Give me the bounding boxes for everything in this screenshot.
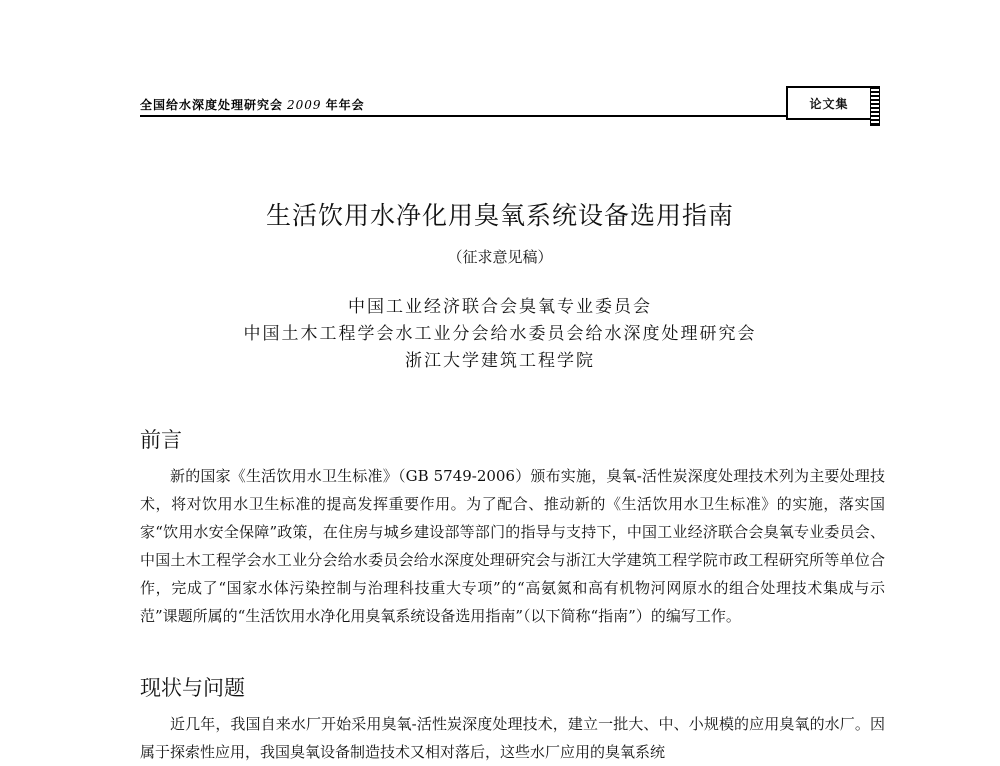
author-line-2: 中国土木工程学会水工业分会给水委员会给水深度处理研究会 bbox=[243, 324, 757, 344]
section-heading-status: 现状与问题 bbox=[140, 676, 245, 700]
running-header bbox=[140, 96, 365, 113]
badge-tab-decoration bbox=[870, 86, 880, 126]
section-paragraph-status: 近几年，我国自来水厂开始采用臭氧-活性炭深度处理技术，建立一批大、中、小规模的应用臭氧的水厂。因属于探索性应用，我国臭氧设备制造技术又相对落后，这些水厂应用的臭氧系统 bbox=[140, 715, 885, 761]
author-line-1: 中国工业经济联合会臭氧专业委员会 bbox=[348, 297, 652, 317]
running-header-year: 2009 bbox=[287, 98, 322, 112]
section-paragraph-preface: 新的国家《生活饮用水卫生标准》（GB 5749-2006）颁布实施，臭氧-活性炭深度处理技术列为主要处理技术，将对饮用水卫生标准的提高发挥重要作用。为了配合、推动新的《生活饮用水卫生标准》的实施，落实国家“饮用水安全保障”政策，在住房与城乡建设部等部门的指导与支持下，中国工业经济联合会臭氧专业委员会、中国土木工程学会水工业分会给水委员会给水深度处理研究会与浙江大学建筑工程学院市政工程研究所等单位合作，完成了“国家水体污染控制与治理科技重大专项”的“高氨氮和高有机物河网原水的组合处理技术集成与示范”课题所属的“生活饮用水净化用臭氧系统设备选用指南”（以下简称“指南”）的编写工作。 bbox=[140, 467, 885, 625]
section-heading-preface: 前言 bbox=[140, 428, 182, 452]
header-rule bbox=[140, 115, 880, 117]
document-subtitle: （征求意见稿） bbox=[447, 248, 553, 266]
document-title: 生活饮用水净化用臭氧系统设备选用指南 bbox=[265, 201, 734, 230]
author-line-3: 浙江大学建筑工程学院 bbox=[405, 351, 595, 371]
running-header-prefix: 全国给水深度处理研究会 bbox=[140, 98, 284, 112]
collection-badge bbox=[786, 86, 872, 120]
collection-badge-label: 论文集 bbox=[809, 96, 849, 111]
running-header-suffix: 年年会 bbox=[325, 98, 365, 112]
author-affiliations bbox=[0, 294, 1000, 375]
